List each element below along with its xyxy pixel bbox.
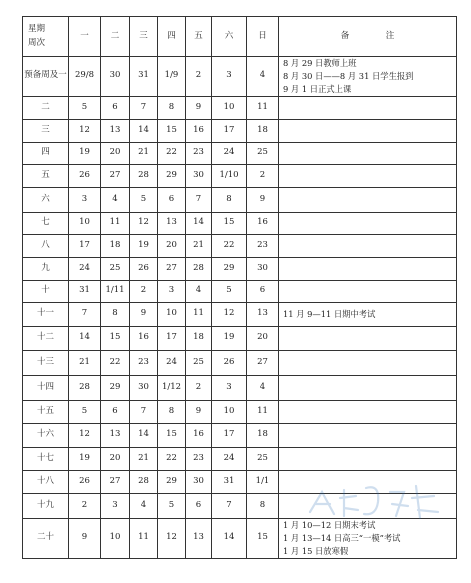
day-cell: 14 [186,212,212,234]
day-cell: 9 [69,518,101,558]
week-row [23,164,457,187]
day-cell: 3 [69,187,101,212]
remark-cell [279,234,457,257]
day-cell: 21 [69,350,101,375]
day-cell: 30 [186,164,212,187]
day-cell: 4 [130,493,158,518]
week-label: 四 [23,142,69,164]
day-cell: 10 [101,518,130,558]
week-label: 十二 [23,326,69,350]
header-day-mon: 一 [69,17,101,57]
remark-cell [279,447,457,470]
day-cell: 22 [101,350,130,375]
day-cell: 2 [247,164,279,187]
remark-cell [279,96,457,119]
day-cell: 16 [130,326,158,350]
day-cell: 23 [186,447,212,470]
day-cell: 4 [247,375,279,400]
day-cell: 21 [130,142,158,164]
day-cell: 13 [158,212,186,234]
day-cell: 26 [69,470,101,493]
day-cell: 28 [186,257,212,280]
remark-cell [279,257,457,280]
day-cell: 30 [247,257,279,280]
day-cell: 21 [186,234,212,257]
day-cell: 7 [186,187,212,212]
day-cell: 15 [212,212,247,234]
remark-cell [279,470,457,493]
day-cell: 24 [212,142,247,164]
day-cell: 23 [247,234,279,257]
day-cell: 1/9 [158,57,186,97]
day-cell: 13 [186,518,212,558]
week-row [23,423,457,447]
day-cell: 25 [247,142,279,164]
day-cell: 3 [212,375,247,400]
day-cell: 20 [101,447,130,470]
day-cell: 23 [186,142,212,164]
day-cell: 1/11 [101,280,130,302]
week-label: 十三 [23,350,69,375]
week-row [23,257,457,280]
week-label: 六 [23,187,69,212]
day-cell: 16 [247,212,279,234]
week-label: 十五 [23,400,69,423]
week-row [23,280,457,302]
day-cell: 2 [186,57,212,97]
day-cell: 5 [69,400,101,423]
day-cell: 14 [212,518,247,558]
day-cell: 27 [101,470,130,493]
day-cell: 5 [69,96,101,119]
day-cell: 19 [69,447,101,470]
day-cell: 14 [69,326,101,350]
day-cell: 21 [130,447,158,470]
day-cell: 22 [158,447,186,470]
header-day-tue: 二 [101,17,130,57]
day-cell: 6 [101,400,130,423]
day-cell: 3 [158,280,186,302]
day-cell: 17 [158,326,186,350]
remark-cell [279,350,457,375]
day-cell: 19 [69,142,101,164]
remark-line: 8 月 30 日——8 月 31 日学生报到 [283,70,414,81]
day-cell: 17 [212,423,247,447]
day-cell: 23 [130,350,158,375]
day-cell: 13 [247,302,279,326]
day-cell: 7 [69,302,101,326]
day-cell: 18 [247,119,279,142]
week-label: 二十 [23,518,69,558]
week-row [23,187,457,212]
day-cell: 8 [158,96,186,119]
day-cell: 4 [247,57,279,97]
remark-cell [279,375,457,400]
remark-cell [279,57,457,97]
remark-cell [279,518,457,558]
day-cell: 29/8 [69,57,101,97]
remark-cell [279,326,457,350]
header-day-wed: 三 [130,17,158,57]
week-row [23,96,457,119]
day-cell: 4 [101,187,130,212]
day-cell: 1/12 [158,375,186,400]
day-cell: 2 [69,493,101,518]
day-cell: 2 [130,280,158,302]
remark-cell [279,423,457,447]
week-row [23,518,457,558]
week-row [23,470,457,493]
week-label: 十 [23,280,69,302]
day-cell: 26 [212,350,247,375]
day-cell: 10 [212,400,247,423]
header-day-thu: 四 [158,17,186,57]
week-row [23,119,457,142]
header-row [23,17,457,57]
corner-weekday-label: 星期 [28,24,46,35]
day-cell: 24 [69,257,101,280]
day-cell: 29 [101,375,130,400]
day-cell: 20 [101,142,130,164]
week-label: 预备周及一 [23,57,69,97]
week-label: 九 [23,257,69,280]
week-row [23,57,457,97]
day-cell: 11 [247,96,279,119]
day-cell: 11 [130,518,158,558]
day-cell: 11 [186,302,212,326]
day-cell: 27 [101,164,130,187]
day-cell: 20 [158,234,186,257]
day-cell: 17 [69,234,101,257]
day-cell: 11 [247,400,279,423]
day-cell: 12 [69,423,101,447]
day-cell: 7 [130,400,158,423]
week-label: 十六 [23,423,69,447]
day-cell: 24 [212,447,247,470]
week-label: 五 [23,164,69,187]
day-cell: 19 [212,326,247,350]
day-cell: 12 [212,302,247,326]
day-cell: 11 [101,212,130,234]
week-label: 八 [23,234,69,257]
day-cell: 28 [69,375,101,400]
day-cell: 31 [212,470,247,493]
day-cell: 26 [130,257,158,280]
day-cell: 1/10 [212,164,247,187]
remark-cell [279,187,457,212]
header-day-sat: 六 [212,17,247,57]
day-cell: 12 [158,518,186,558]
day-cell: 16 [186,119,212,142]
remark-cell [279,164,457,187]
week-label: 十八 [23,470,69,493]
day-cell: 19 [130,234,158,257]
day-cell: 27 [158,257,186,280]
day-cell: 9 [186,400,212,423]
week-label: 三 [23,119,69,142]
day-cell: 25 [247,447,279,470]
header-remark: 备 注 [279,17,457,57]
week-label: 七 [23,212,69,234]
remark-line: 1 月 13—14 日高三“一模”考试 [283,532,401,543]
day-cell: 30 [101,57,130,97]
day-cell: 6 [158,187,186,212]
day-cell: 5 [130,187,158,212]
day-cell: 7 [212,493,247,518]
day-cell: 6 [247,280,279,302]
header-day-sun: 日 [247,17,279,57]
day-cell: 2 [186,375,212,400]
day-cell: 8 [247,493,279,518]
week-row [23,302,457,326]
day-cell: 29 [158,164,186,187]
day-cell: 7 [130,96,158,119]
day-cell: 10 [158,302,186,326]
day-cell: 8 [212,187,247,212]
day-cell: 25 [101,257,130,280]
day-cell: 22 [212,234,247,257]
day-cell: 3 [212,57,247,97]
day-cell: 9 [186,96,212,119]
day-cell: 28 [130,470,158,493]
day-cell: 15 [158,423,186,447]
week-label: 十七 [23,447,69,470]
week-row [23,400,457,423]
week-label: 十四 [23,375,69,400]
day-cell: 18 [186,326,212,350]
week-row [23,142,457,164]
day-cell: 5 [212,280,247,302]
day-cell: 22 [158,142,186,164]
day-cell: 17 [212,119,247,142]
remark-cell [279,400,457,423]
remark-cell [279,280,457,302]
remark-cell [279,493,457,518]
day-cell: 27 [247,350,279,375]
remark-line: 8 月 29 日教师上班 [283,58,357,68]
week-row [23,212,457,234]
day-cell: 18 [247,423,279,447]
day-cell: 25 [186,350,212,375]
remark-line: 11 月 9—11 日期中考试 [283,308,376,319]
day-cell: 1/1 [247,470,279,493]
day-cell: 9 [247,187,279,212]
day-cell: 3 [101,493,130,518]
day-cell: 13 [101,423,130,447]
calendar-body [23,17,457,559]
day-cell: 10 [212,96,247,119]
day-cell: 9 [130,302,158,326]
day-cell: 26 [69,164,101,187]
week-row [23,493,457,518]
day-cell: 29 [158,470,186,493]
header-corner [23,17,69,57]
day-cell: 30 [186,470,212,493]
day-cell: 31 [130,57,158,97]
week-label: 十一 [23,302,69,326]
week-row [23,447,457,470]
week-row [23,375,457,400]
day-cell: 24 [158,350,186,375]
day-cell: 29 [212,257,247,280]
day-cell: 12 [69,119,101,142]
day-cell: 5 [158,493,186,518]
day-cell: 13 [101,119,130,142]
day-cell: 10 [69,212,101,234]
remark-cell [279,142,457,164]
week-label: 十九 [23,493,69,518]
remark-line: 1 月 10—12 日期末考试 [283,519,376,530]
week-row [23,234,457,257]
day-cell: 30 [130,375,158,400]
day-cell: 6 [186,493,212,518]
day-cell: 14 [130,423,158,447]
day-cell: 8 [158,400,186,423]
corner-week-label: 周次 [28,37,46,48]
day-cell: 20 [247,326,279,350]
day-cell: 4 [186,280,212,302]
day-cell: 14 [130,119,158,142]
day-cell: 18 [101,234,130,257]
school-calendar-table [22,16,457,559]
remark-line: 9 月 1 日正式上课 [283,83,352,94]
remark-cell [279,302,457,326]
day-cell: 15 [101,326,130,350]
day-cell: 28 [130,164,158,187]
week-row [23,350,457,375]
day-cell: 6 [101,96,130,119]
week-row [23,326,457,350]
header-day-fri: 五 [186,17,212,57]
day-cell: 12 [130,212,158,234]
day-cell: 16 [186,423,212,447]
day-cell: 15 [247,518,279,558]
day-cell: 8 [101,302,130,326]
remark-cell [279,119,457,142]
remark-line: 1 月 15 日放寒假 [283,545,349,556]
week-label: 二 [23,96,69,119]
remark-cell [279,212,457,234]
day-cell: 31 [69,280,101,302]
day-cell: 15 [158,119,186,142]
